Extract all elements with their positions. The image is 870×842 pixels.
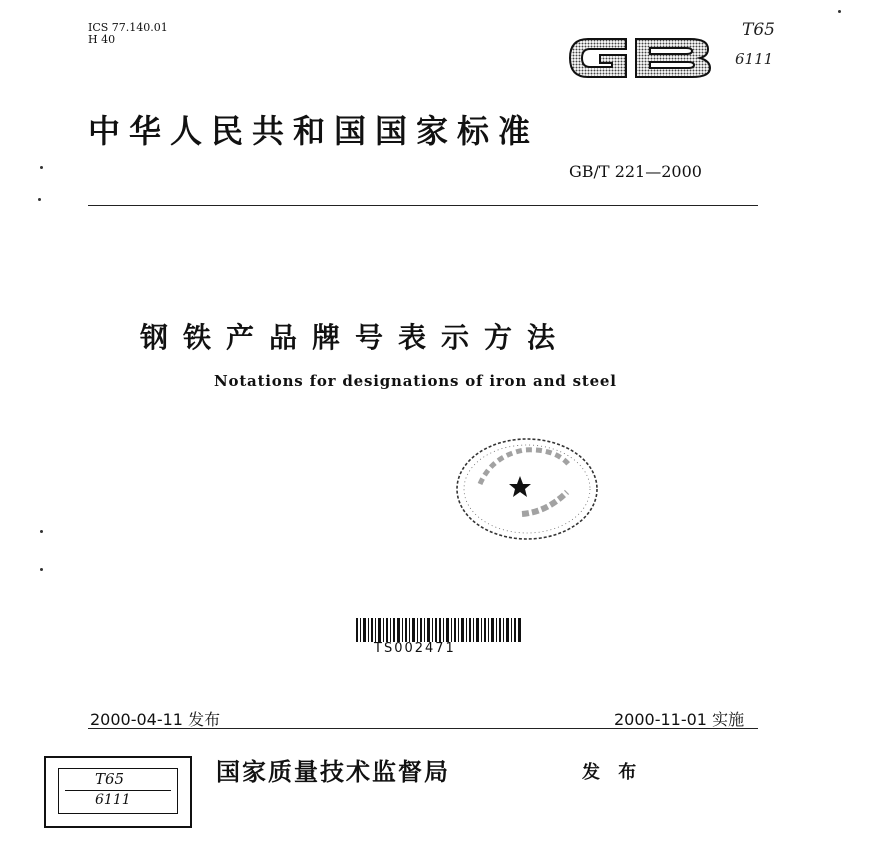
top-divider bbox=[88, 205, 758, 206]
standard-number: GB/T 221—2000 bbox=[569, 162, 702, 181]
document-title-zh: 钢铁产品牌号表示方法 bbox=[140, 321, 571, 354]
stamp-divider bbox=[65, 790, 171, 791]
barcode-icon bbox=[356, 618, 522, 642]
scan-speck bbox=[38, 198, 41, 201]
bottom-divider bbox=[88, 728, 758, 729]
library-stamp bbox=[44, 756, 192, 828]
class-code: H 40 bbox=[88, 33, 116, 46]
stamp-line-2: 6111 bbox=[95, 792, 131, 808]
official-seal-icon bbox=[452, 434, 602, 544]
ics-block bbox=[88, 22, 168, 46]
handwritten-note-top: T65 bbox=[742, 20, 775, 40]
handwritten-note-bottom: 6111 bbox=[735, 50, 774, 68]
stamp-line-1: T65 bbox=[95, 770, 125, 788]
publisher-name: 国家质量技术监督局 bbox=[216, 757, 450, 786]
issue-date: 2000-04-11 发布 bbox=[90, 710, 221, 729]
scan-speck bbox=[40, 166, 43, 169]
scan-speck bbox=[40, 568, 43, 571]
scan-speck bbox=[838, 10, 841, 13]
ics-code: ICS 77.140.01 bbox=[88, 21, 168, 34]
gb-logo-icon bbox=[566, 33, 716, 83]
national-standard-title: 中华人民共和国国家标准 bbox=[88, 112, 540, 150]
scan-speck bbox=[40, 530, 43, 533]
library-stamp-inner bbox=[58, 768, 178, 814]
document-title-en: Notations for designations of iron and steel bbox=[214, 372, 617, 390]
barcode-number: TS002471 bbox=[374, 641, 456, 656]
implementation-date: 2000-11-01 实施 bbox=[614, 710, 745, 729]
publisher-action: 发 布 bbox=[582, 762, 643, 783]
